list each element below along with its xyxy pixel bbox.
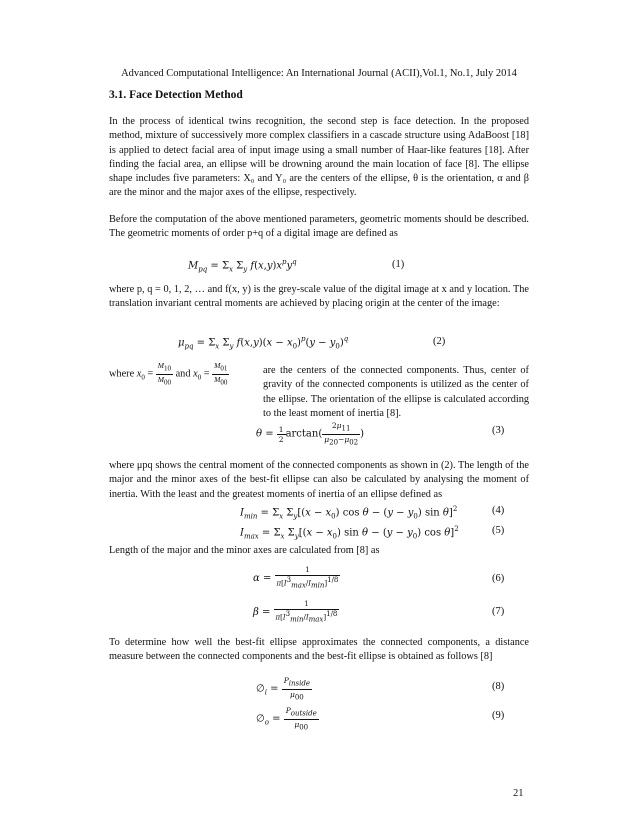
paragraph-distance-measure: To determine how well the best-fit ellipse approximates the connected components, a distance measure between the connected components and the best-fit ellipse is obtained as follows [8] [109, 637, 529, 663]
equation-6: α = $\frac{1}{\pi[I^3_{max}/I_{min}]^{1/8}}$ [253, 566, 339, 590]
equation-number-8: (8) [492, 681, 505, 692]
equation-5: $I_{max} = \Sigma_x$ $\Sigma_y[(x - x_0)$ $\sin \theta - (y - y_0)$ cos θ]$^2$ [240, 525, 459, 541]
paragraph-axes: Length of the major and the minor axes are calculated from [8] as [109, 545, 380, 556]
where-word: where [109, 368, 135, 380]
centroid-definition: where $x_0$ = $\frac{M_{10}}{M_{00}}$ and $x_0$ = $\frac{M_{01}}{M_{00}}$ [109, 361, 228, 386]
paragraph-geometric-moments: Before the computation of the above mentioned parameters, geometric moments should be described. The geometric moments of order p+q of a digital image are defined as [109, 214, 529, 240]
equation-number-1: (1) [392, 259, 405, 270]
equation-2: $\mu_{pq} = \Sigma_x$ $\Sigma_y$ $f(x,y)(x - x_0)^p(y - y_0)^q$ [178, 335, 349, 351]
equation-7: β = $\frac{1}{\pi[I^3_{min}/I_{max}]^{1/8}}$ [253, 600, 338, 624]
equation-number-9: (9) [492, 710, 505, 721]
paragraph-centroid-tail [263, 364, 529, 421]
equation-3: θ = $\frac{1}{2}$ arctan( $\frac{2\mu_{11}}{\mu_{20}-\mu_{02}}$ ) [256, 421, 365, 446]
paragraph-central-moments: where p, q = 0, 1, 2, … and f(x, y) is the grey-scale value of the digital image at x and y location. The translation invariant central moments are achieved by placing origin at the center of the image: [109, 284, 529, 310]
equation-4: $I_{min} = \Sigma_x$ $\Sigma_y[(x - x_0)$ $\cos \theta - (y - y_0)$ sin θ]$^2$ [240, 505, 458, 521]
equation-1: $M_{pq} = \Sigma_x$ $\Sigma_y$ $f(x,y)x^py^q$ [188, 258, 297, 274]
equation-number-5: (5) [492, 525, 505, 536]
section-title: 3.1. Face Detection Method [109, 89, 243, 101]
equation-number-4: (4) [492, 505, 505, 516]
fraction-m01-m00: $\frac{M_{01}}{M_{00}}$ [214, 361, 228, 386]
centroid-text: are the centers of the connected components. Thus, center of gravity of the connected components is utilized as the center of the ellipse. The orientation of the ellipse is calculated according to the least moment of inertia [8]. [263, 365, 529, 419]
equation-number-6: (6) [492, 573, 505, 584]
paragraph-face-detection: In the process of identical twins recognition, the second step is face detection. In the proposed method, mixture of successively more complex classifiers in a cascade structure using AdaBoost [18] is applied to detect facial area of input image using a small number of Haar-like features [18]. After finding the facial area, an ellipse will be drowning around the main location of face [8]. The ellipse shape includes five parameters: X₀ and Y₀ are the centers of the ellipse, θ is the orientation, α and β are the minor and the major axes of the ellipse, respectively. [109, 116, 529, 199]
equation-number-3: (3) [492, 425, 505, 436]
running-header: Advanced Computational Intelligence: An International Journal (ACII),Vol.1, No.1, July 2014 [121, 68, 517, 79]
equation-number-2: (2) [433, 336, 446, 347]
page-number: 21 [513, 788, 524, 799]
and-word: and [175, 368, 191, 380]
fraction-m10-m00: $\frac{M_{10}}{M_{00}}$ [157, 361, 172, 386]
equation-8: $\emptyset_i$ = $\frac{P_{inside}}{\mu_{00}}$ [256, 676, 310, 701]
equation-9: $\emptyset_o$ = $\frac{P_{outside}}{\mu_{00}}$ [256, 706, 317, 731]
paragraph-inertia: where μpq shows the central moment of the connected components as shown in (2). The length of the major and the minor axes of the best-fit ellipse can also be calculated by analysing the moment of inertia. With the least and the greatest moments of inertia of an ellipse defined as [109, 460, 529, 500]
equation-number-7: (7) [492, 606, 505, 617]
